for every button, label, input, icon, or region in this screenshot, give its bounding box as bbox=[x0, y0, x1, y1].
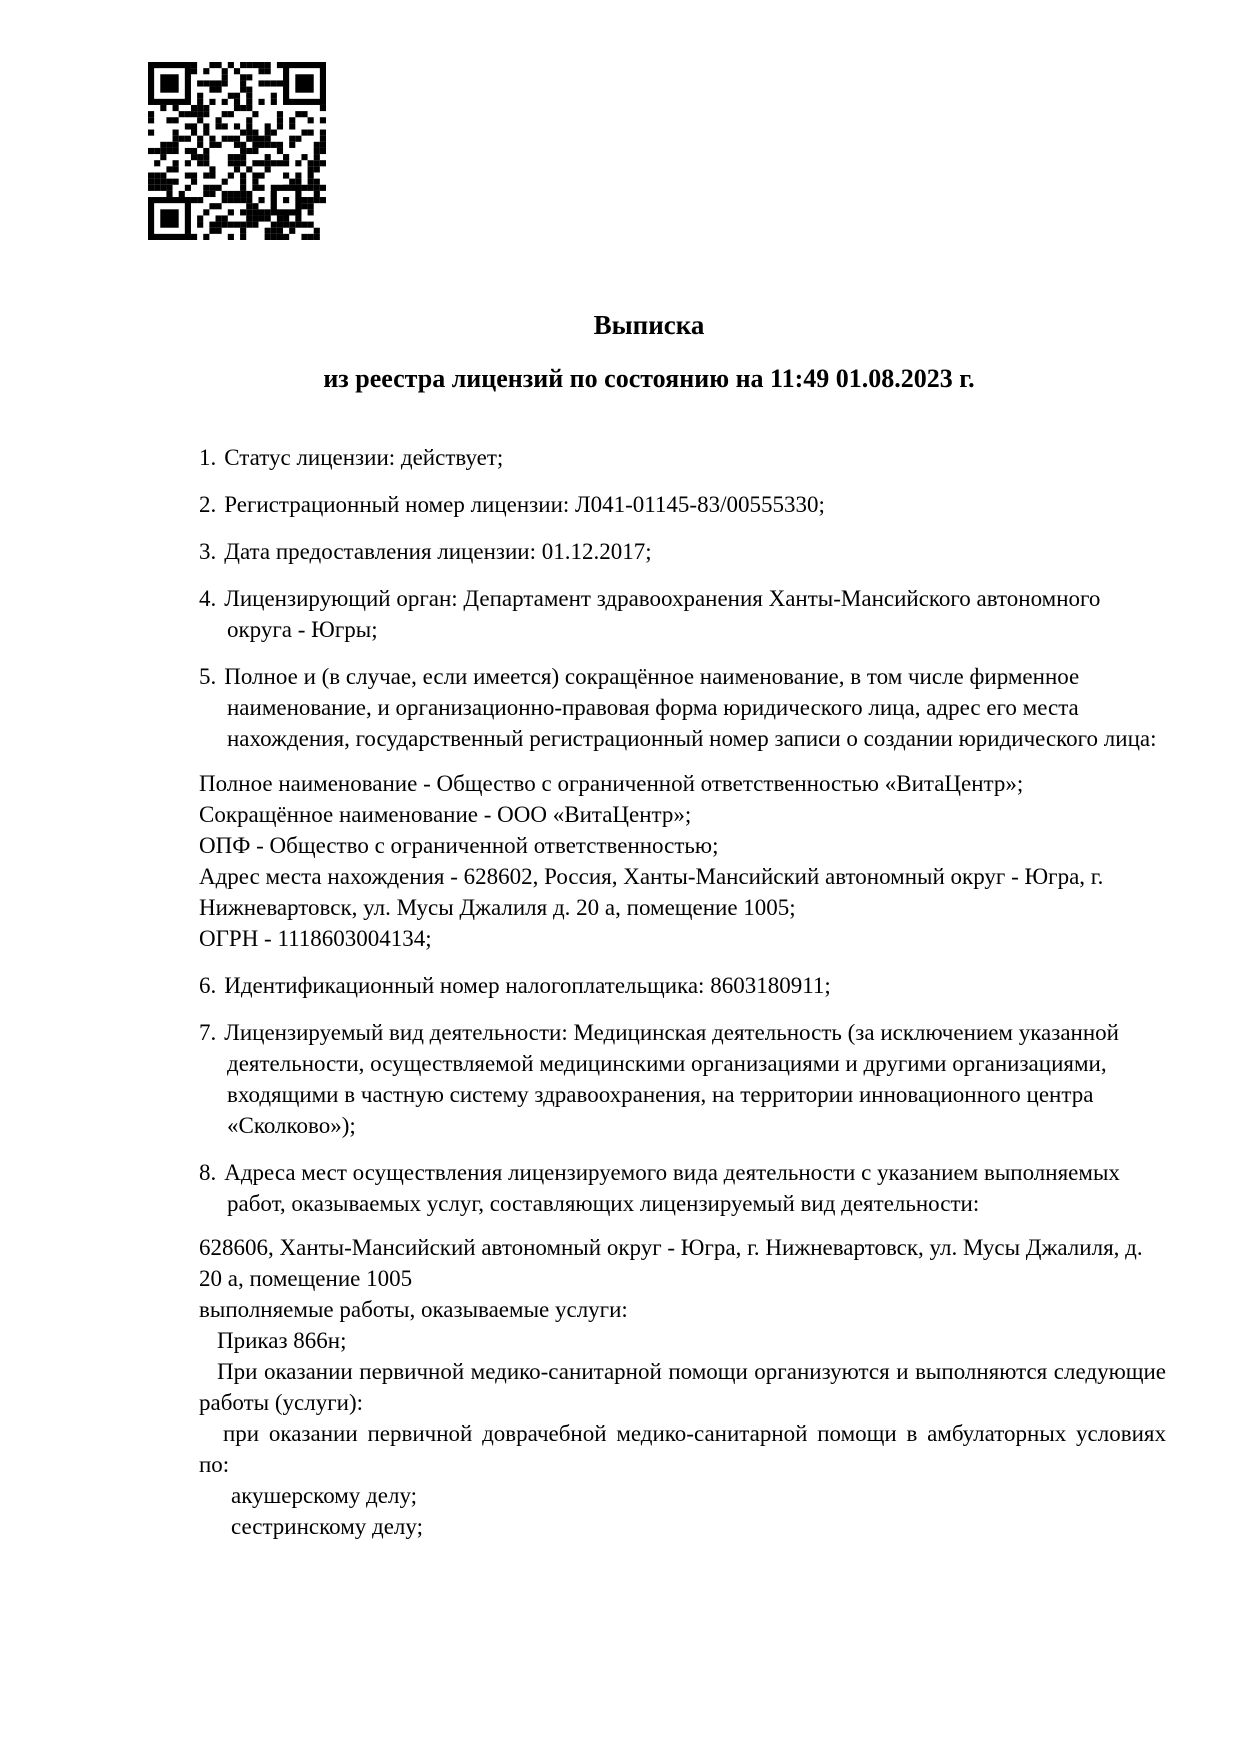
works-services-heading: выполняемые работы, оказываемые услуги: bbox=[199, 1297, 628, 1322]
list-item-org-naming bbox=[199, 661, 1166, 754]
list-item-reg-number bbox=[199, 489, 1166, 520]
service-line-obstetrics: акушерскому делу; bbox=[231, 1483, 418, 1508]
item-text: Статус лицензии: действует; bbox=[224, 445, 504, 470]
activity-address-block bbox=[199, 1232, 1166, 1542]
item-text: Идентификационный номер налогоплательщика: 8603180911; bbox=[224, 973, 831, 998]
item-number: 3. bbox=[199, 539, 217, 564]
item-text: Адреса мест осуществления лицензируемого вида деятельности с указанием выполняемых работ, оказываемых услуг, составляющих лицензируемый вид деятельности: bbox=[224, 1160, 1120, 1216]
item-number: 4. bbox=[199, 586, 217, 611]
item-number: 2. bbox=[199, 492, 217, 517]
item-text: Лицензирующий орган: Департамент здравоохранения Ханты-Мансийского автономного округа - Югры; bbox=[224, 586, 1101, 642]
org-short-name: Сокращённое наименование - ООО «ВитаЦентр»; bbox=[199, 802, 692, 827]
document-header bbox=[199, 308, 1099, 395]
organization-details bbox=[199, 768, 1166, 954]
list-item-inn bbox=[199, 970, 1166, 1001]
doc-title: Выписка bbox=[593, 310, 705, 340]
activity-address: 628606, Ханты-Мансийский автономный округ - Югра, г. Нижневартовск, ул. Мусы Джалиля, д. 20 а, помещение 1005 bbox=[199, 1235, 1143, 1291]
item-number: 8. bbox=[199, 1160, 217, 1185]
item-number: 7. bbox=[199, 1020, 217, 1045]
item-text: Дата предоставления лицензии: 01.12.2017; bbox=[224, 539, 652, 564]
item-text: Регистрационный номер лицензии: Л041-01145-83/00555330; bbox=[224, 492, 825, 517]
order-866n: Приказ 866н; bbox=[217, 1328, 347, 1353]
list-item-grant-date bbox=[199, 536, 1166, 567]
item-text: Лицензируемый вид деятельности: Медицинская деятельность (за исключением указанной деятельности, осуществляемой медицинскими организациями и другими организациями, входящими в частную систему здравоохранения, на территории инновационного центра «Сколково»); bbox=[224, 1020, 1119, 1138]
org-full-name: Полное наименование - Общество с ограниченной ответственностью «ВитаЦентр»; bbox=[199, 771, 1024, 796]
item-number: 5. bbox=[199, 664, 217, 689]
document-content bbox=[199, 308, 1166, 1542]
list-item-activity-addresses bbox=[199, 1157, 1166, 1219]
pre-doctor-care-paragraph: при оказании первичной доврачебной медико-санитарной помощи в амбулаторных условиях по: bbox=[199, 1421, 1166, 1477]
org-address: Адрес места нахождения - 628602, Россия, Ханты-Мансийский автономный округ - Югра, г. Нижневартовск, ул. Мусы Джалиля д. 20 а, помещение 1005; bbox=[199, 864, 1104, 920]
item-text: Полное и (в случае, если имеется) сокращённое наименование, в том числе фирменное наименование, и организационно-правовая форма юридического лица, адрес его места нахождения, государственный регистрационный номер записи о создании юридического лица: bbox=[224, 664, 1157, 751]
list-item-authority bbox=[199, 583, 1166, 645]
qr-code bbox=[148, 62, 326, 240]
item-number: 6. bbox=[199, 973, 217, 998]
primary-care-paragraph: При оказании первичной медико-санитарной помощи организуются и выполняются следующие работы (услуги): bbox=[199, 1359, 1166, 1415]
org-ogrn: ОГРН - 1118603004134; bbox=[199, 926, 432, 951]
org-opf: ОПФ - Общество с ограниченной ответственностью; bbox=[199, 833, 719, 858]
item-number: 1. bbox=[199, 445, 217, 470]
list-item-activity-type bbox=[199, 1017, 1166, 1141]
service-line-nursing: сестринскому делу; bbox=[231, 1514, 423, 1539]
list-item-status bbox=[199, 442, 1166, 473]
doc-subtitle: из реестра лицензий по состоянию на 11:49 01.08.2023 г. bbox=[323, 364, 975, 393]
